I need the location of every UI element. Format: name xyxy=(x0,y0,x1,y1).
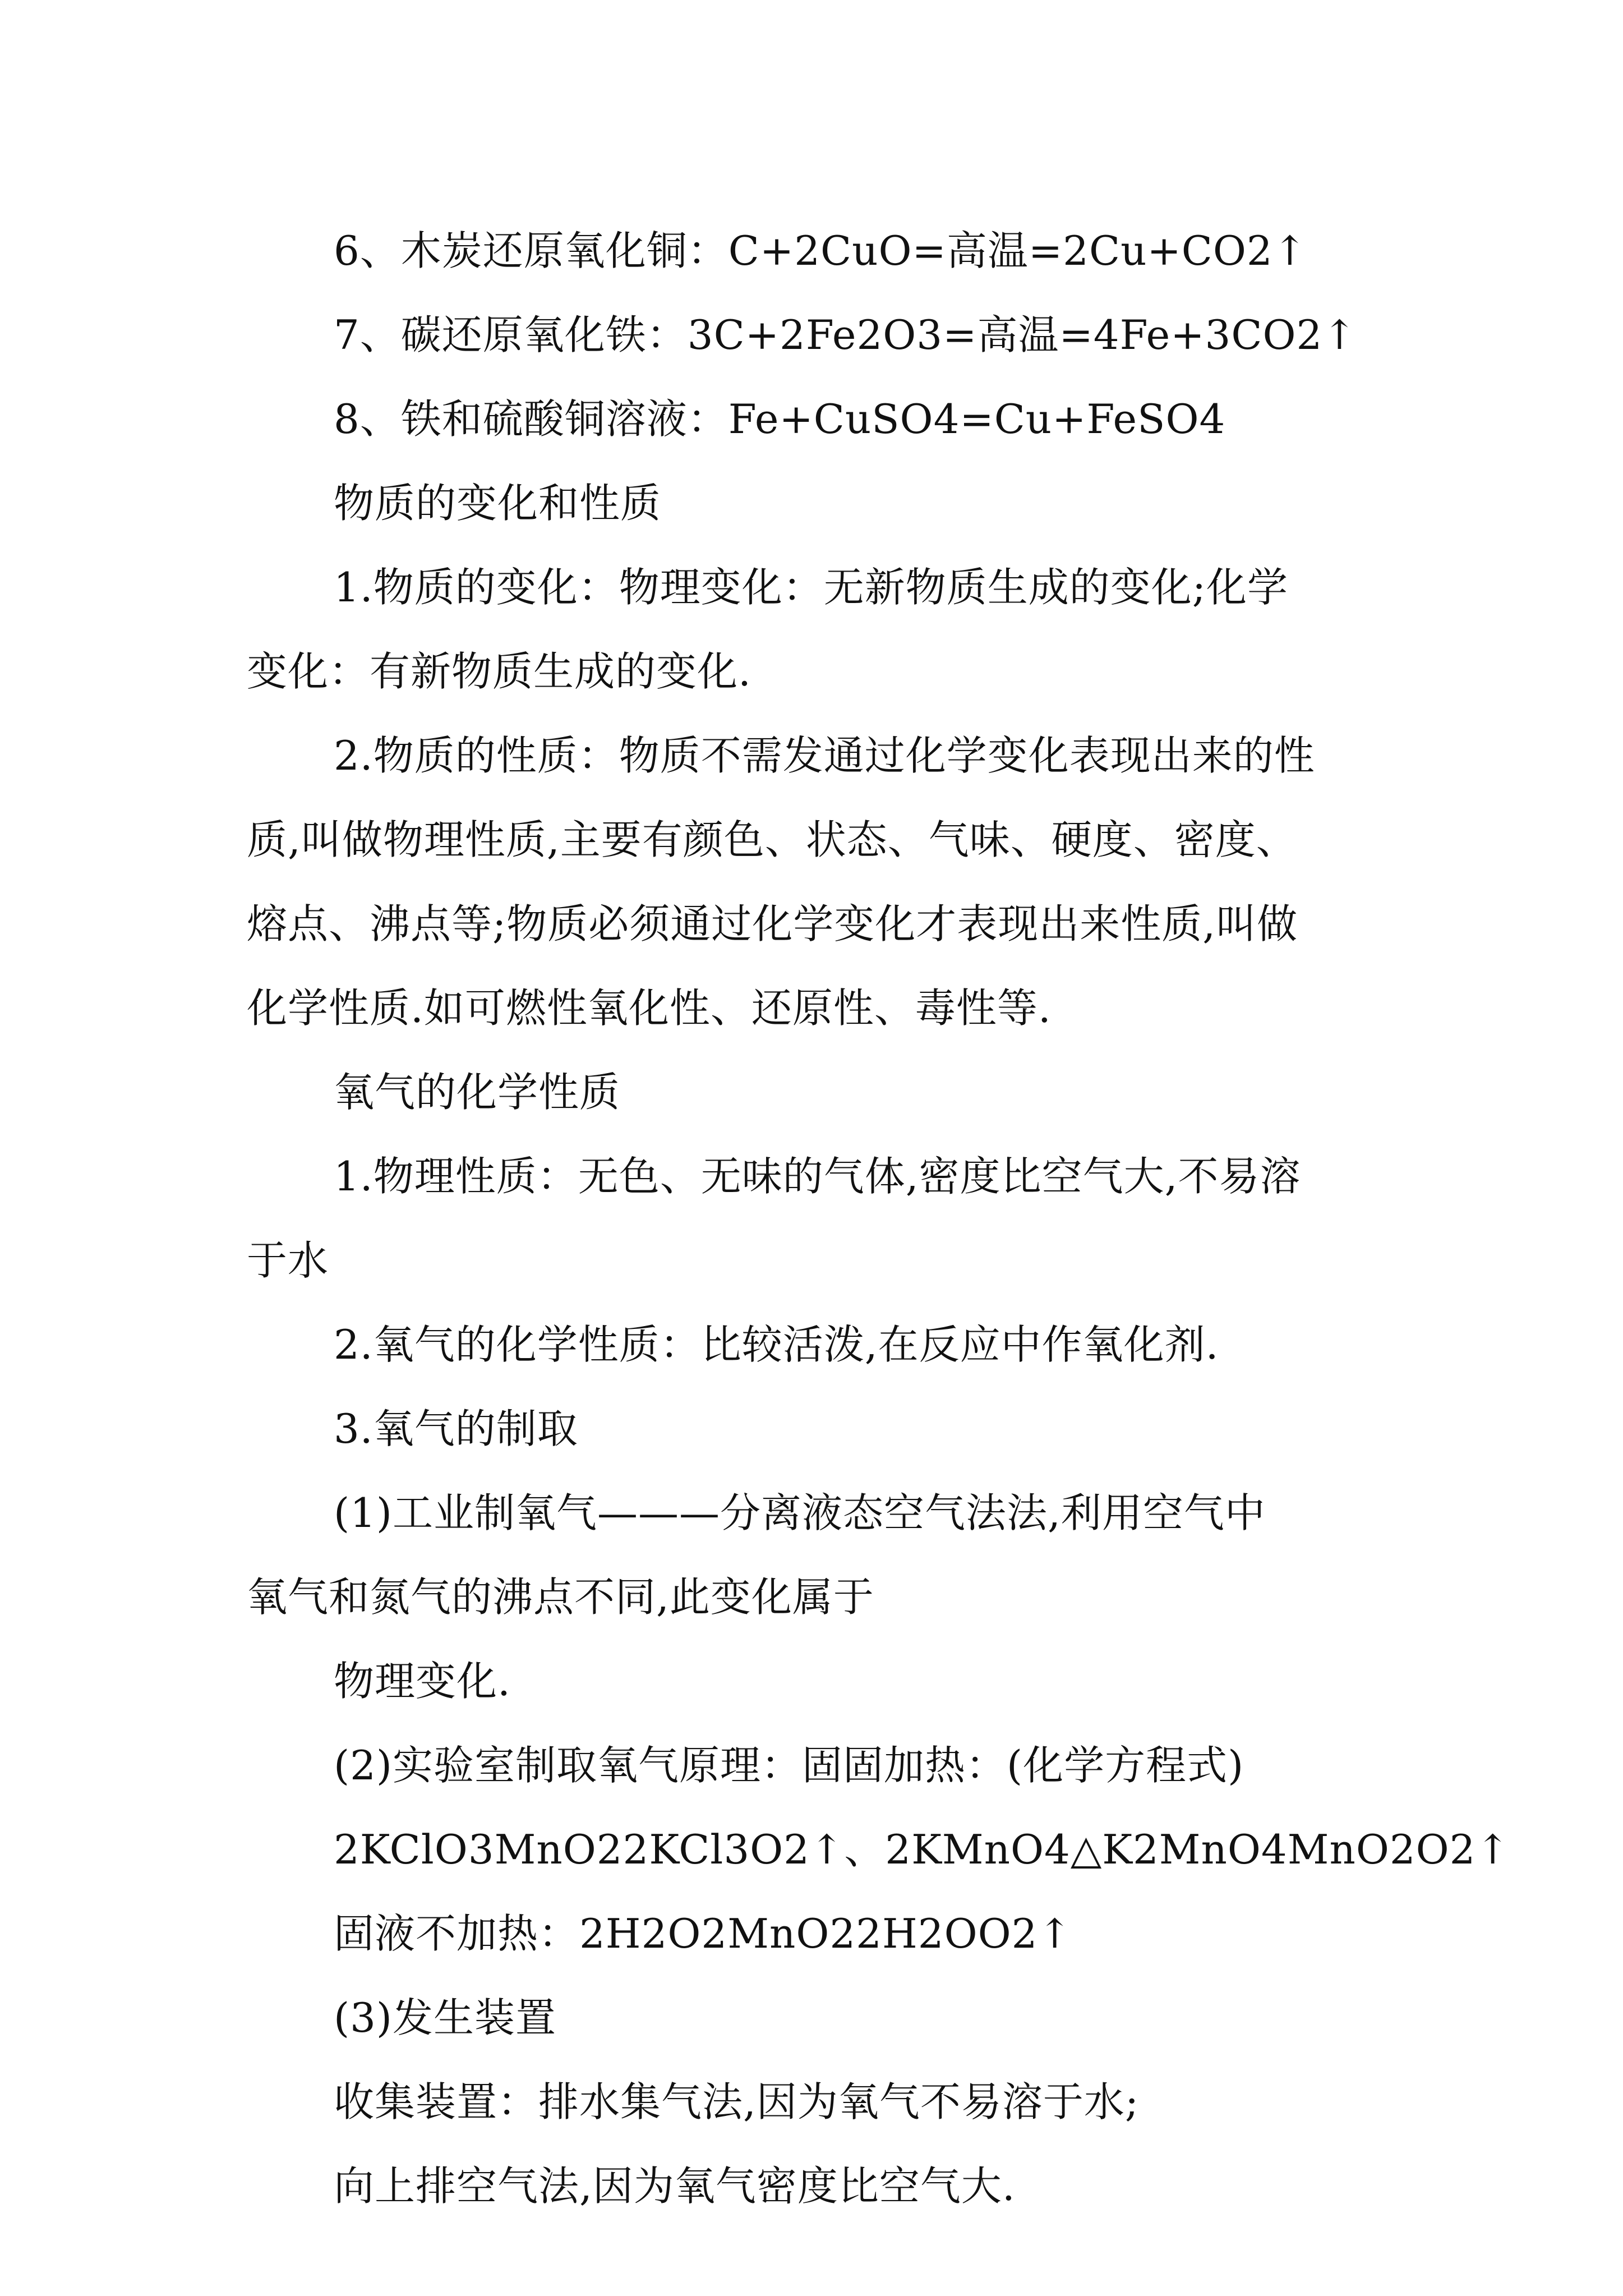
paragraph xyxy=(247,1471,1408,1639)
paragraph-line: (1)工业制氧气———分离液态空气法法,利用空气中 xyxy=(334,1489,1266,1536)
paragraph-line: 物理变化. xyxy=(334,1658,511,1705)
paragraph xyxy=(247,545,1408,714)
paragraph xyxy=(247,1134,1408,1303)
section-heading: 物质的变化和性质 xyxy=(334,480,662,527)
paragraph-line: 氧气和氮气的沸点不同,此变化属于 xyxy=(247,1573,874,1621)
paragraph-line: (3)发生装置 xyxy=(334,1994,556,2041)
paragraph-line: 熔点、沸点等;物质必须通过化学变化才表现出来性质,叫做 xyxy=(247,900,1298,947)
section-heading: 氧气的化学性质 xyxy=(334,1069,621,1116)
paragraph-line: 变化：有新物质生成的变化. xyxy=(247,648,751,695)
equation-line: 7、碳还原氧化铁：3C+2Fe2O3=高温=4Fe+3CO2↑ xyxy=(334,311,1357,358)
paragraph-line: 化学性质.如可燃性氧化性、还原性、毒性等. xyxy=(247,984,1052,1032)
paragraph xyxy=(247,714,1408,1050)
paragraph-line: 1.物质的变化：物理变化：无新物质生成的变化;化学 xyxy=(334,564,1288,611)
equation-line: 固液不加热：2H2O2MnO22H2OO2↑ xyxy=(334,1910,1072,1957)
equation-line: 6、木炭还原氧化铜：C+2CuO=高温=2Cu+CO2↑ xyxy=(334,227,1308,274)
paragraph-line: 2.氧气的化学性质：比较活泼,在反应中作氧化剂. xyxy=(334,1321,1219,1368)
paragraph-line: 1.物理性质：无色、无味的气体,密度比空气大,不易溶 xyxy=(334,1153,1301,1200)
paragraph-line: (2)实验室制取氧气原理：固固加热：(化学方程式) xyxy=(334,1742,1244,1789)
paragraph-line: 于水 xyxy=(247,1237,329,1284)
paragraph-line: 3.氧气的制取 xyxy=(334,1405,578,1452)
paragraph-line: 收集装置：排水集气法,因为氧气不易溶于水; xyxy=(334,2078,1140,2125)
paragraph-line: 向上排空气法,因为氧气密度比空气大. xyxy=(334,2162,1016,2210)
document-body xyxy=(247,209,1510,2228)
paragraph-line: 质,叫做物理性质,主要有颜色、状态、气味、硬度、密度、 xyxy=(247,816,1297,863)
equation-line: 8、铁和硫酸铜溶液：Fe+CuSO4=Cu+FeSO4 xyxy=(334,395,1226,443)
paragraph-line: 2.物质的性质：物质不需发通过化学变化表现出来的性 xyxy=(334,732,1315,779)
equation-line: 2KClO3MnO22KCl3O2↑、2KMnO4△K2MnO4MnO2O2↑ xyxy=(334,1826,1510,1873)
